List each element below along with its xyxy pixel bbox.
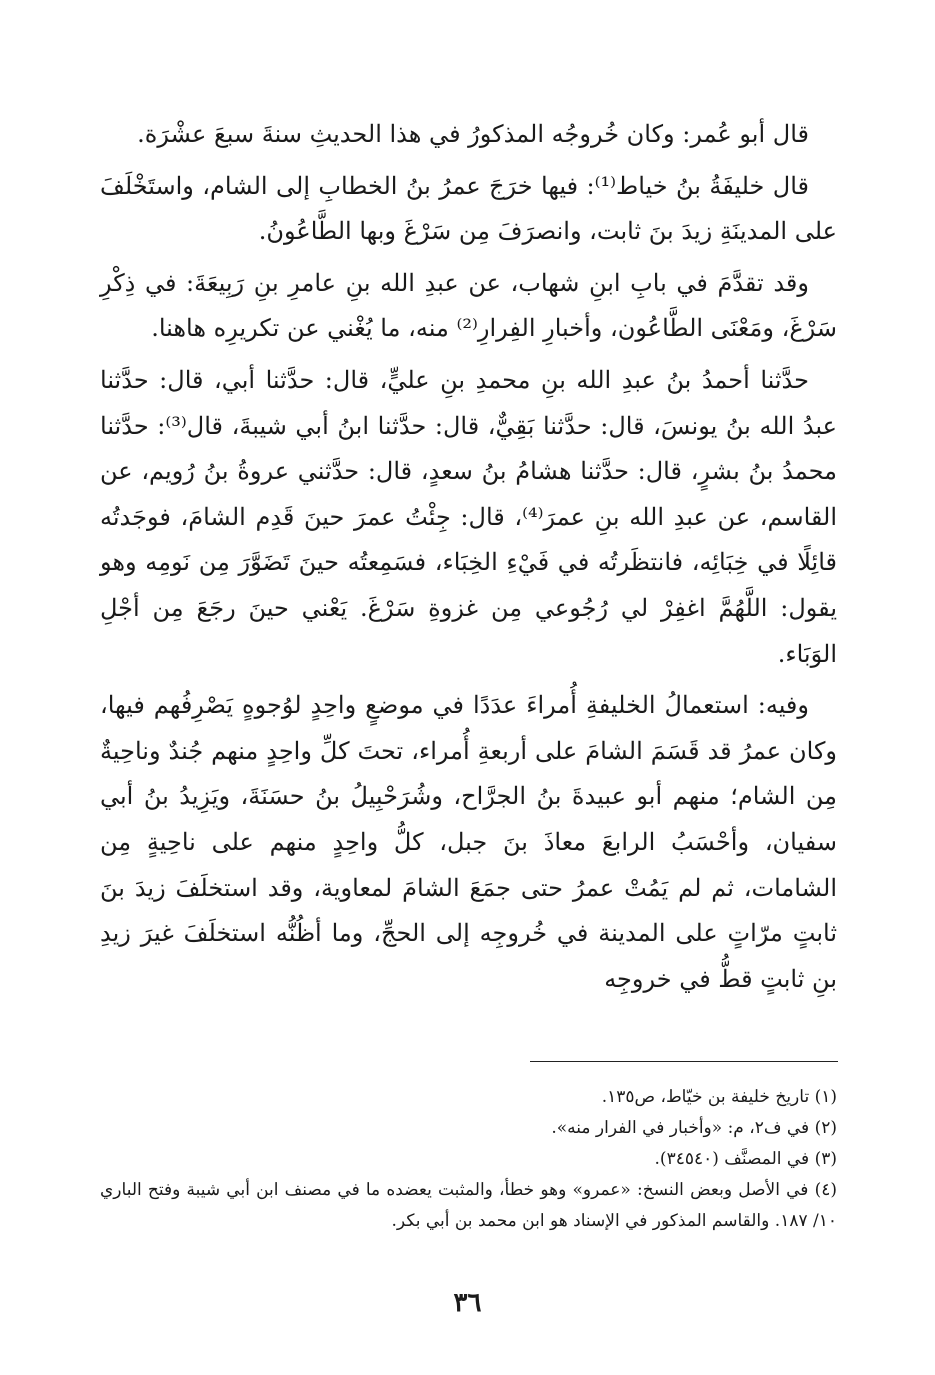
footnote-divider: [530, 1061, 838, 1062]
footnotes-section: [100, 1082, 837, 1237]
main-text: [100, 112, 837, 1002]
page-number: ٣٦: [453, 1288, 482, 1318]
footnote-1: (١) تاريخ خليفة بن خيّاط، ص١٣٥.: [601, 1087, 837, 1107]
paragraph-4: حدَّثنا أحمدُ بنُ عبدِ الله بنِ محمدِ بنِ عليٍّ، قال: حدَّثنا أبي، قال: حدَّثنا عبدُ الله بنُ يونسَ، قال: حدَّثنا بَقِيٌّ، قال: حدَّثنا ابنُ أبي شيبةَ، قال⁽³⁾: حدَّثنا محمدُ بنُ بشرٍ، قال: حدَّثنا هشامُ بنُ سعدٍ، قال: حدَّثني عروةُ بنُ رُويم، عن القاسم، عن عبدِ الله بنِ عمرَ⁽⁴⁾، قال: جِئْتُ عمرَ حينَ قَدِم الشامَ، فوجَدتُه قائِلًا في خِبَائِه، فانتظَرتُه في فَيْءِ الخِبَاء، فسَمِعتُه حينَ تَضَوَّرَ مِن نَومِه وهو يقول: اللَّهُمَّ اغفِرْ لي رُجُوعي مِن غزوةِ سَرْغَ. يَعْني حينَ رجَعَ مِن أجْلِ الوَبَاء.: [100, 365, 837, 668]
footnote-4: (٤) في الأصل وبعض النسخ: «عمرو» وهو خطأ، والمثبت يعضده ما في مصنف ابن أبي شيبة وفتح الباري ١٠/ ١٨٧. والقاسم المذكور في الإسناد هو ابن محمد بن أبي بكر.: [100, 1180, 837, 1231]
footnote-3: (٣) في المصنَّف (٣٤٥٤٠).: [654, 1149, 837, 1169]
paragraph-2: قال خليفَةُ بنُ خياط⁽¹⁾: فيها خرَجَ عمرُ بنُ الخطابِ إلى الشام، واستَخْلَفَ على المدينَةِ زيدَ بنَ ثابت، وانصرَفَ مِن سَرْغَ وبها الطَّاعُونُ.: [100, 171, 837, 246]
footnote-2: (٢) في ف٢، م: «وأخبار في الفرار منه».: [551, 1118, 837, 1138]
paragraph-1: قال أبو عُمر: وكان خُروجُه المذكورُ في هذا الحديثِ سنةَ سبعَ عشْرَة.: [137, 120, 809, 148]
paragraph-5: وفيه: استعمالُ الخليفةِ أُمراءَ عدَدًا في موضعٍ واحِدٍ لوُجوهٍ يَصْرِفُهم فيها، وكان عمرُ قد قَسَمَ الشامَ على أربعةِ أُمراء، تحتَ كلِّ واحِدٍ منهم جُندٌ وناحِيةٌ مِن الشام؛ منهم أبو عبيدةَ بنُ الجرَّاح، وشُرَحْبِيلُ بنُ حسَنَةَ، ويَزِيدُ بنُ أبي سفيان، وأحْسَبُ الرابعَ معاذَ بنَ جبل، كلُّ واحِدٍ منهم على ناحِيةٍ مِن الشامات، ثم لم يَمُتْ عمرُ حتى جمَعَ الشامَ لمعاوية، وقد استخلَفَ زيدَ بنَ ثابتٍ مرّاتٍ على المدينة في خُروجِه إلى الحجِّ، وما أظُنُّه استخلَفَ غيرَ زيدِ بنِ ثابتٍ قطُّ في خروجِه: [100, 691, 837, 993]
paragraph-3: وقد تقدَّمَ في بابِ ابنِ شهاب، عن عبدِ الله بنِ عامرِ بنِ رَبِيعَةَ: في ذِكْرِ سَرْغَ، ومَعْنَى الطَّاعُون، وأخبارِ الفِرارِ⁽²⁾ منه، ما يُغْني عن تكريرِه هاهنا.: [100, 268, 837, 343]
